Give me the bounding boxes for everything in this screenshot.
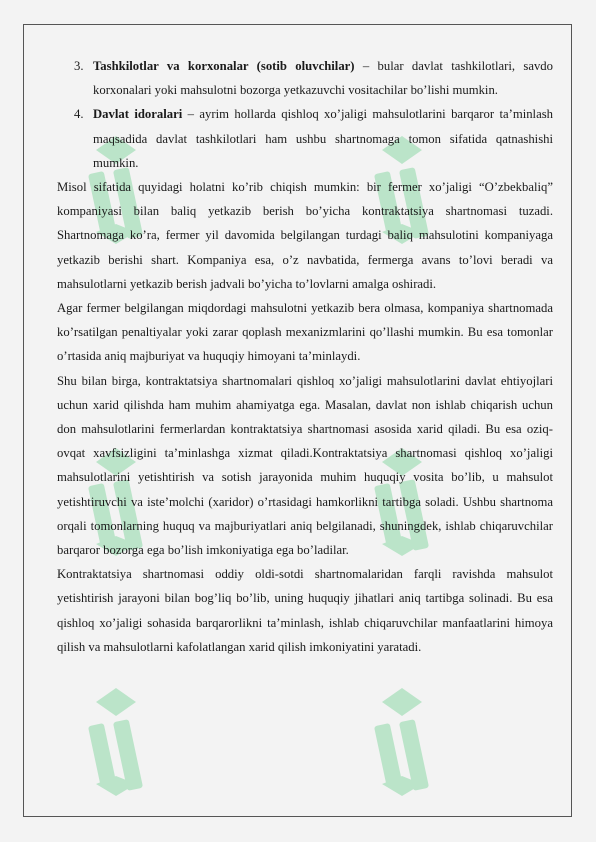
paragraph-example: Misol sifatida quyidagi holatni ko’rib chiqish mumkin: bir fermer xo’jaligi “O’zbekbaliq” kompaniyasi bilan baliq yetkazib berish bo’yicha kontraktatsiya shartnomasi tuzadi. Shartnomaga ko’ra, fermer yil davomida belgilangan turdagi baliq mahsulotini kompaniyaga yetkazib berishi shart. Kompaniya esa, o’z navbatida, fermerga avans to’lovi beradi va mahsulotlarni yetkazib berish jadvali bo’yicha to’lovlarni amalga oshiradi. bbox=[57, 180, 553, 291]
list-term: Davlat idoralari bbox=[93, 107, 183, 122]
list-number: 3. bbox=[74, 59, 84, 73]
paragraph-state-needs: Shu bilan birga, kontraktatsiya shartnomalari qishloq xo’jaligi mahsulotlarini davlat ehtiyojlari uchun xarid qilishda ham muhim ahamiyatga ega. Masalan, davlat non ishlab chiqarish uchun don mahsulotlarini fermerlardan kontraktatsiya shartnomasi asosida xarid qiladi. Bu esa oziq-ovqat xavfsizligini ta’minlashga xizmat qiladi.Kontraktatsiya shartnomasi qishloq xo’jaligi mahsulotlarini yetishtirish va sotish jarayonida muhim huquqiy vosita bo’lib, u mahsulot yetishtiruvchi va iste’molchi (xaridor) o’rtasidagi hamkorlikni tartibga soladi. Ushbu shartnoma orqali tomonlarning huquq va majburiyatlari aniq belgilanadi, shuningdek, ishlab chiqaruvchilar barqaror bozorga ega bo’lish imkoniyatiga ega bo’ladilar. bbox=[57, 373, 553, 558]
list-term: Tashkilotlar va korxonalar (sotib oluvchilar) bbox=[93, 59, 355, 73]
list-item bbox=[57, 54, 553, 102]
list-text: – ayrim hollarda qishloq xo’jaligi mahsulotlarini barqaror ta’minlash maqsadida davlat tashkilotlari ham ushbu shartnomaga tomon sifatida qatnashishi mumkin. bbox=[93, 107, 553, 170]
paragraph-penalty: Agar fermer belgilangan miqdordagi mahsulotni yetkazib bera olmasa, kompaniya shartnomada ko’rsatilgan penaltiyalar yoki zarar qoplash mexanizmlarini qo’llashi mumkin. Bu esa tomonlar o’rtasida aniq majburiyat va huquqiy himoyani ta’minlaydi. bbox=[57, 301, 553, 364]
paragraph-conclusion: Kontraktatsiya shartnomasi oddiy oldi-sotdi shartnomalaridan farqli ravishda mahsulot yetishtirish jarayoni bilan bog’liq bo’lib, uning huquqiy jihatlari aniq tartibga solinadi. Bu esa qishloq xo’jaligi sohasida barqarorlikni ta’minlash, ishlab chiqaruvchilar manfaatlarini himoya qilish va mahsulotlarni kafolatlangan xarid qilish imkoniyatini yaratadi. bbox=[57, 567, 553, 654]
list-number: 4. bbox=[74, 107, 84, 122]
document-body bbox=[57, 54, 553, 659]
numbered-list bbox=[57, 54, 553, 175]
watermark-logo-icon bbox=[372, 680, 442, 800]
list-text: – bular davlat tashkilotlari, savdo korxonalari yoki mahsulotni bozorga yetkazuvchi vositachilar bo’lishi mumkin. bbox=[93, 59, 553, 98]
list-item bbox=[57, 102, 553, 175]
watermark-logo-icon bbox=[86, 680, 156, 800]
